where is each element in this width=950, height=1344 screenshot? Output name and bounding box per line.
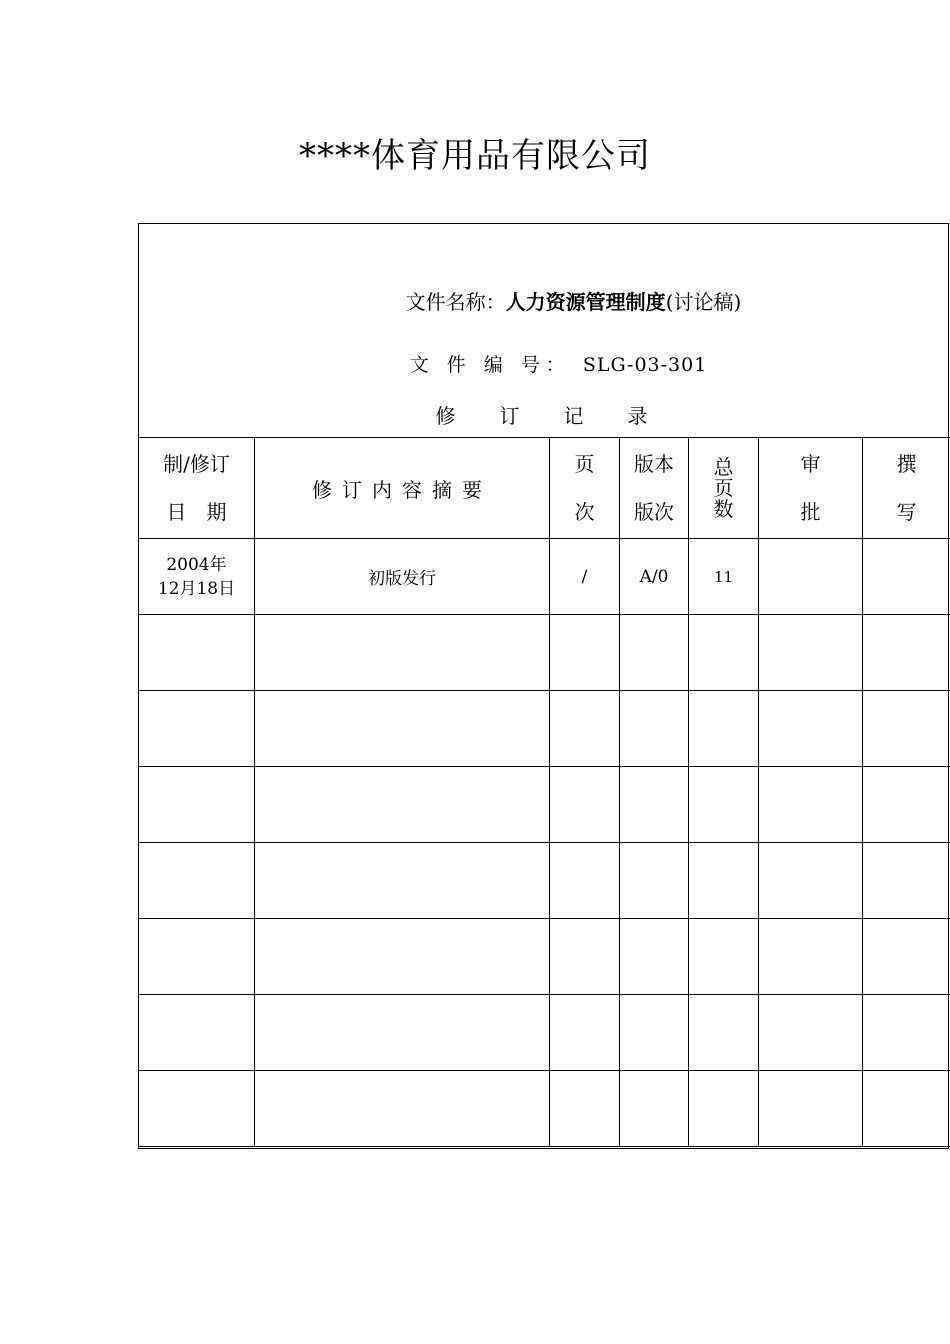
header-date-line1: 制/修订 [163,452,230,476]
empty-cell [863,767,950,843]
empty-cell [759,691,863,767]
header-total-pages [689,438,759,539]
header-page [550,438,620,539]
empty-cell [759,919,863,995]
empty-cell [863,1071,950,1147]
empty-cell [550,1071,620,1147]
header-total-line1: 总 [713,454,734,479]
empty-cell [759,843,863,919]
table-row [139,691,950,767]
empty-cell [255,1071,550,1147]
empty-cell [255,615,550,691]
empty-cell [620,919,689,995]
empty-cell [550,767,620,843]
table-header-row [139,438,950,539]
empty-cell [759,1071,863,1147]
empty-cell [620,691,689,767]
empty-cell [863,843,950,919]
empty-cell [139,995,255,1071]
company-title: ****体育用品有限公司 [299,136,651,176]
header-total-line3: 数 [713,496,734,521]
empty-cell [255,691,550,767]
empty-cell [550,919,620,995]
empty-cell [139,691,255,767]
table-row [139,767,950,843]
header-write [863,438,950,539]
header-approve-line2: 批 [800,500,821,524]
empty-cell [759,767,863,843]
empty-cell [255,919,550,995]
file-number-line [139,350,948,377]
file-name-suffix: (讨论稿) [665,290,742,314]
file-name-line [139,286,948,315]
row-date-line1: 2004年 [166,554,227,575]
empty-cell [863,615,950,691]
header-summary [255,438,550,539]
empty-cell [863,691,950,767]
row-write [863,539,950,615]
header-write-line2: 写 [896,500,917,524]
document-header [139,224,948,437]
empty-cell [139,1071,255,1147]
empty-cell [689,995,759,1071]
row-summary: 初版发行 [255,539,550,615]
table-row [139,615,950,691]
file-number-label: 文 件 编 号： [409,354,571,376]
revision-record-title: 修订记录 [435,404,692,428]
file-name-value: 人力资源管理制度 [505,290,666,314]
empty-cell [863,919,950,995]
empty-cell [139,615,255,691]
empty-cell [863,995,950,1071]
revision-table [138,437,950,1147]
empty-cell [620,767,689,843]
empty-cell [620,843,689,919]
empty-cell [550,843,620,919]
header-page-line1: 页 [574,452,595,476]
row-date-line2: 12月18日 [157,578,236,599]
empty-cell [620,615,689,691]
empty-cell [620,1071,689,1147]
table-row [139,919,950,995]
file-name-label: 文件名称： [405,290,506,314]
empty-cell [139,767,255,843]
empty-cell [759,995,863,1071]
header-summary-label: 修订内容摘要 [312,477,492,502]
table-row [139,843,950,919]
empty-cell [255,767,550,843]
table-row [139,539,950,615]
empty-cell [620,995,689,1071]
empty-cell [139,919,255,995]
empty-cell [689,691,759,767]
row-date [139,539,255,615]
header-version-line2: 版次 [634,500,674,524]
header-total-line2: 页 [713,475,734,500]
row-version: A/0 [620,539,689,615]
header-page-line2: 次 [574,500,595,524]
header-approve-line1: 审 [800,452,821,476]
empty-cell [689,615,759,691]
header-approve [759,438,863,539]
header-version-line1: 版本 [634,452,674,476]
empty-cell [689,919,759,995]
empty-cell [550,615,620,691]
empty-cell [255,843,550,919]
table-row [139,995,950,1071]
empty-cell [550,691,620,767]
row-total-pages: 11 [689,539,759,615]
empty-cell [759,615,863,691]
file-number-value: SLG-03-301 [582,354,708,376]
document-box [138,223,949,1149]
header-date-line2: 日 期 [166,500,227,524]
empty-cell [689,767,759,843]
empty-cell [139,843,255,919]
empty-cell [689,1071,759,1147]
header-write-line1: 撰 [896,452,917,476]
header-date [139,438,255,539]
empty-cell [550,995,620,1071]
table-row [139,1071,950,1147]
row-page: / [550,539,620,615]
header-version [620,438,689,539]
empty-cell [689,843,759,919]
empty-cell [255,995,550,1071]
row-approve [759,539,863,615]
